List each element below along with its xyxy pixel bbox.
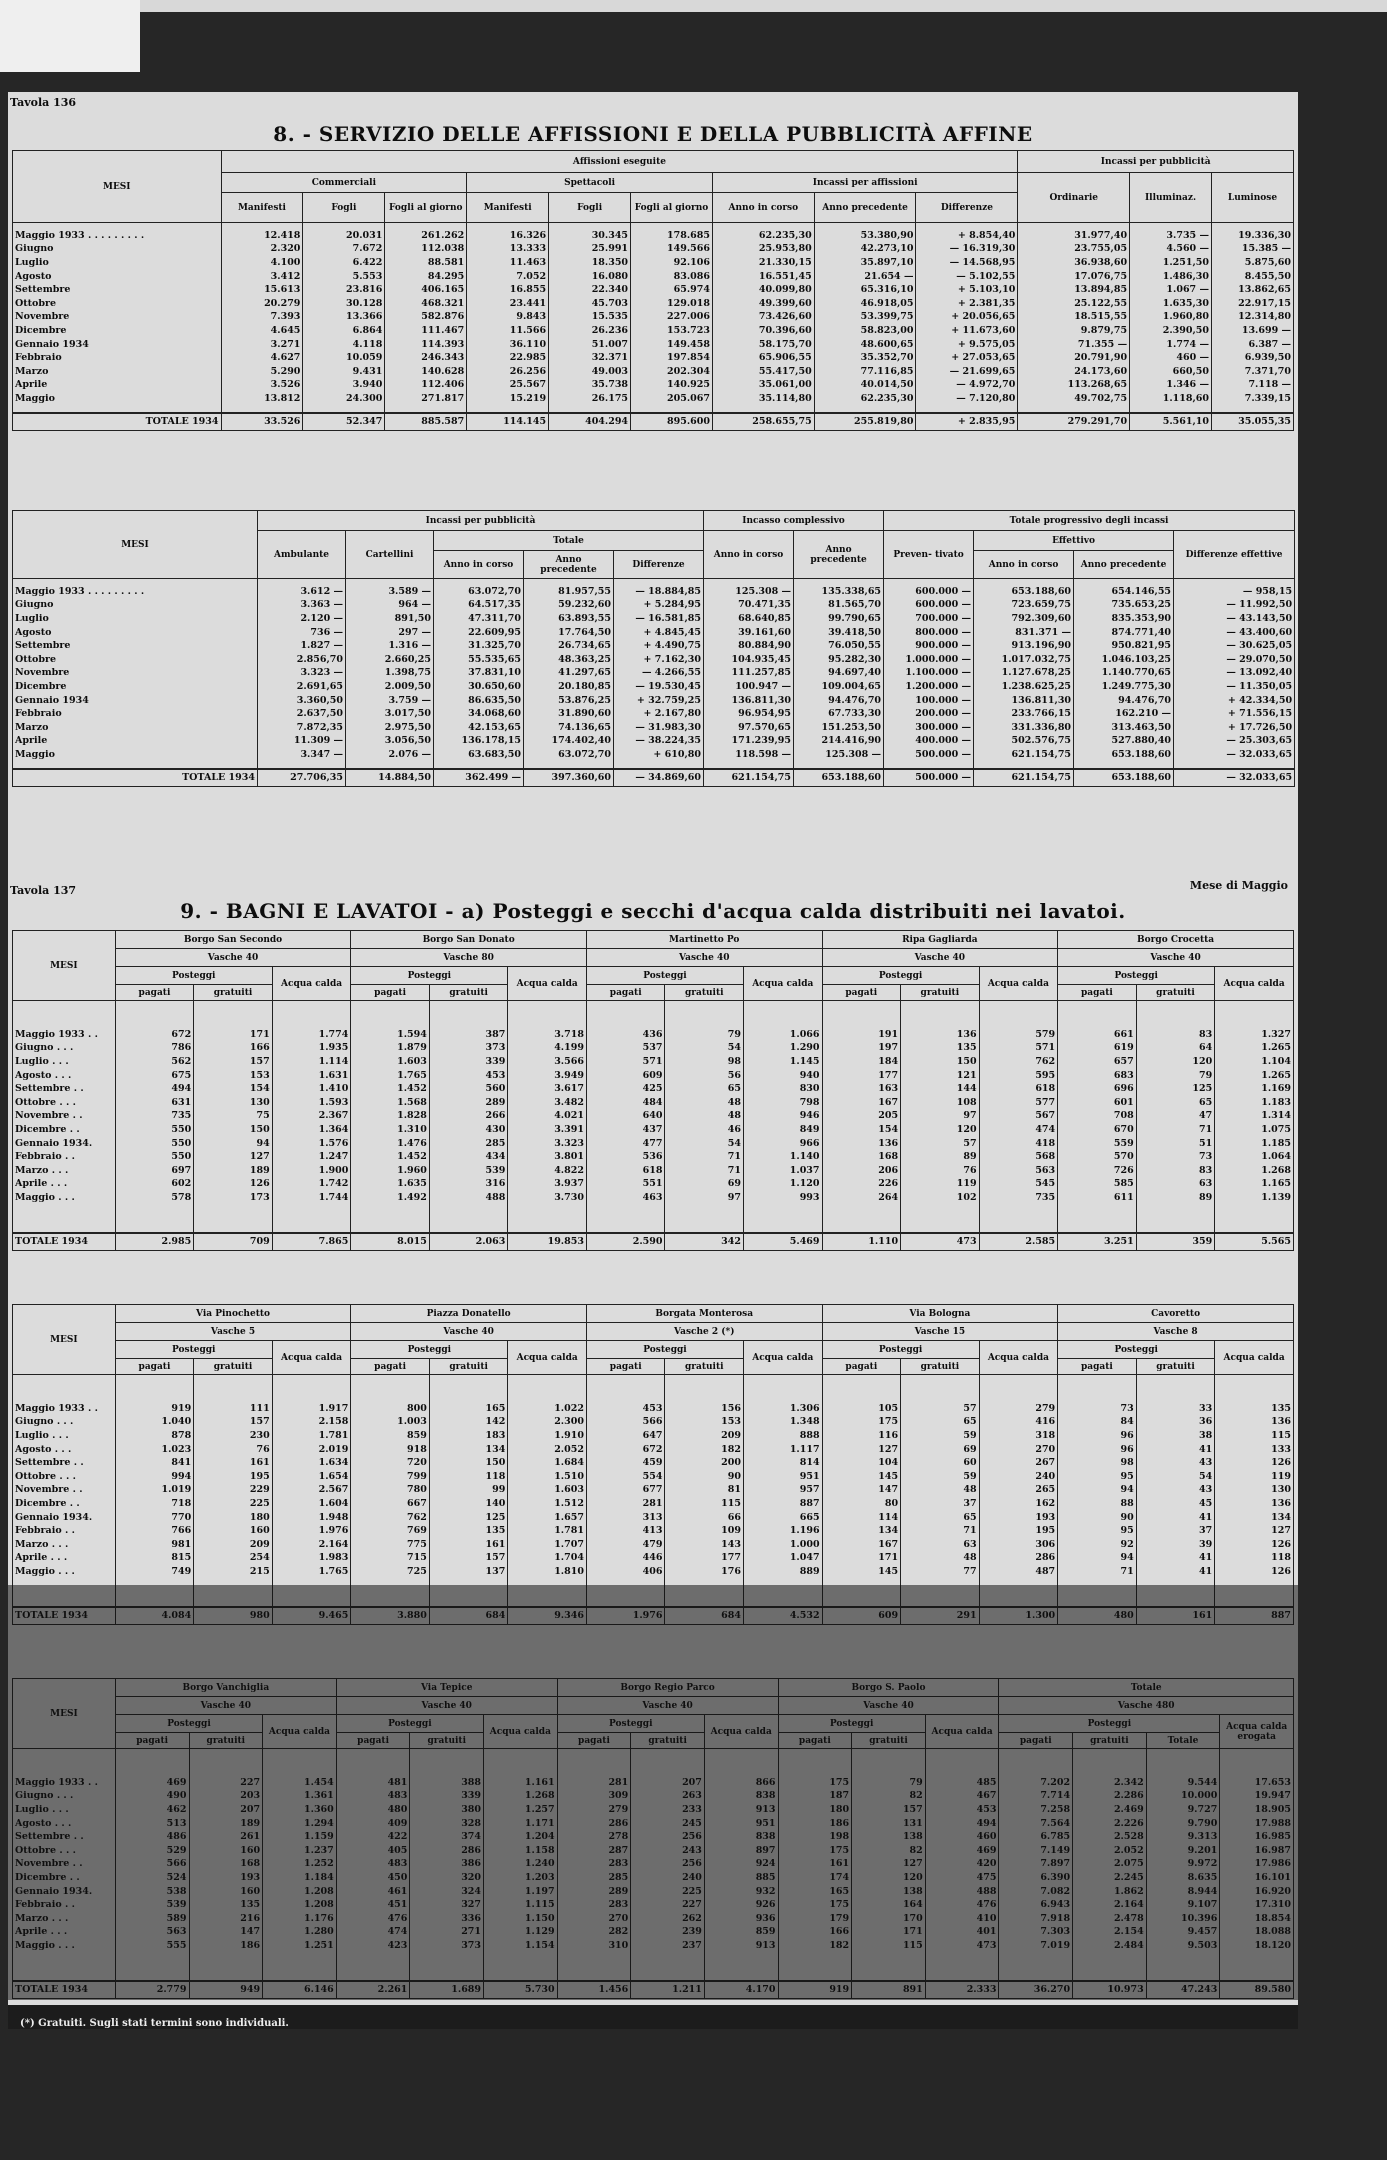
incassi-affissioni-header: Incassi per affissioni — [712, 173, 1017, 193]
vasche-header: Vasche 40 — [586, 949, 822, 967]
posteggi-header: Posteggi — [351, 1341, 508, 1359]
pagati-header: pagati — [586, 1359, 665, 1375]
preventivato-header: Preven- tivato — [884, 531, 974, 579]
total-cell: + 2.835,95 — [916, 413, 1018, 431]
pagati-header: pagati — [351, 1359, 430, 1375]
gratuiti-header: gratuiti — [194, 985, 273, 1001]
column-header: Fogli — [549, 193, 631, 223]
pagati-header: pagati — [586, 985, 665, 1001]
gratuiti-header: gratuiti — [665, 1359, 744, 1375]
total-cell: 885.587 — [385, 413, 467, 431]
gratuiti-header: gratuiti — [901, 985, 980, 1001]
data-column: 81.957,55 59.232,60 63.893,55 17.764,50 26.734,65 48.363,25 41.297,65 20.180,85 53.876,25 31.890,60 74.136,65 174.402,40 63.072,70 — [524, 579, 614, 769]
month-labels: Maggio 1933 . . Giugno . . . Luglio . . . Agosto . . . Settembre . . Ottobre . . . Novembre . . Dicembre . . Gennaio 1934. Febbraio . . Marzo . . . Aprile . . . Maggio . . . — [13, 1375, 116, 1607]
vasche-header: Vasche 40 — [1058, 949, 1294, 967]
location-header: Borgo San Secondo — [115, 931, 351, 949]
posteggi-header: Posteggi — [586, 1341, 743, 1359]
gratuiti-header: gratuiti — [901, 1359, 980, 1375]
posteggi-header: Posteggi — [115, 1341, 272, 1359]
location-header: Borgata Monterosa — [586, 1305, 822, 1323]
section-8-title: 8. - SERVIZIO DELLE AFFISSIONI E DELLA PUBBLICITÀ AFFINE — [273, 122, 1033, 146]
gratuiti-column: 156 153 209 182 200 90 81 115 66 109 143 177 176 — [665, 1375, 744, 1607]
incassi-pubblicita-header: Incassi per pubblicità — [1018, 151, 1294, 173]
vasche-header: Vasche 8 — [1058, 1323, 1294, 1341]
scan-edge — [0, 0, 1387, 12]
total-cell: 473 — [901, 1233, 980, 1251]
luminose-header: Luminose — [1211, 173, 1293, 223]
total-cell: 14.884,50 — [346, 769, 434, 787]
data-column: 3.612 — 3.363 — 2.120 — 736 — 1.827 — 2.856,70 3.323 — 2.691,65 3.360,50 2.637,50 7.872,35 11.309 — 3.347 — — [258, 579, 346, 769]
location-header: Martinetto Po — [586, 931, 822, 949]
total-cell: 27.706,35 — [258, 769, 346, 787]
anno-corso-header: Anno in corso — [704, 531, 794, 579]
vasche-header: Vasche 40 — [115, 949, 351, 967]
pagati-column: 105 175 116 127 104 145 147 80 114 134 167 171 145 — [822, 1375, 901, 1607]
spettacoli-header: Spettacoli — [467, 173, 713, 193]
data-column: 135.338,65 81.565,70 99.790,65 39.418,50 76.050,55 95.282,30 94.697,40 109.004,65 94.476,70 67.733,30 151.253,50 214.416,90 125.308 — — [794, 579, 884, 769]
data-column: 178.685 149.566 92.106 83.086 65.974 129.018 227.006 153.723 149.458 197.854 202.304 140.925 205.067 — [631, 223, 713, 413]
gratuiti-column: 387 373 339 453 560 289 266 430 285 434 539 316 488 — [429, 1001, 508, 1233]
mesi-header: MESI — [13, 1305, 116, 1375]
effettivo-header: Effettivo — [974, 531, 1174, 551]
scan-corner — [0, 0, 140, 72]
total-cell: 3.251 — [1058, 1233, 1137, 1251]
data-column: 30.345 25.991 18.350 16.080 22.340 45.703 15.535 26.236 51.007 32.371 49.003 35.738 26.175 — [549, 223, 631, 413]
total-cell: 2.063 — [429, 1233, 508, 1251]
data-column: 654.146,55 735.653,25 835.353,90 874.771,40 950.821,95 1.046.103,25 1.140.770,65 1.249.775,30 94.476,70 162.210 — 313.463,50 527.880,40 653.188,60 — [1074, 579, 1174, 769]
acqua-calda-column: 1.066 1.290 1.145 940 830 798 946 849 966 1.140 1.037 1.120 993 — [744, 1001, 823, 1233]
data-column: 261.262 112.038 88.581 84.295 406.165 468.321 582.876 111.467 114.393 246.343 140.628 112.406 271.817 — [385, 223, 467, 413]
acqua-calda-column: 279 416 318 270 267 240 265 162 193 195 306 286 487 — [979, 1375, 1058, 1607]
total-cell: 33.526 — [221, 413, 303, 431]
pagati-column: 661 619 657 683 696 601 708 670 559 570 726 585 611 — [1058, 1001, 1137, 1233]
total-cell: 5.469 — [744, 1233, 823, 1251]
data-column: 16.326 13.333 11.463 7.052 16.855 23.441 9.843 11.566 36.110 22.985 26.256 25.567 15.219 — [467, 223, 549, 413]
incasso-complessivo-header: Incasso complessivo — [704, 511, 884, 531]
lavatoi-table-a — [12, 930, 1294, 1251]
gratuiti-column: 136 135 150 121 144 108 97 120 57 89 76 119 102 — [901, 1001, 980, 1233]
column-header: Anno precedente — [814, 193, 916, 223]
mesi-header: MESI — [13, 511, 258, 579]
illuminaz-header: Illuminaz. — [1130, 173, 1212, 223]
column-header: Fogli al giorno — [631, 193, 713, 223]
pagati-column: 436 537 571 609 425 484 640 437 477 536 618 551 463 — [586, 1001, 665, 1233]
total-cell: 2.590 — [586, 1233, 665, 1251]
ordinarie-header: Ordinarie — [1018, 173, 1130, 223]
acqua-calda-column: 1.306 1.348 888 1.117 814 951 957 887 665 1.196 1.000 1.047 889 — [744, 1375, 823, 1607]
vasche-header: Vasche 15 — [822, 1323, 1058, 1341]
total-cell: — 34.869,60 — [614, 769, 704, 787]
column-header: Fogli al giorno — [385, 193, 467, 223]
total-cell: 404.294 — [549, 413, 631, 431]
column-header: Anno precedente — [524, 551, 614, 579]
commerciali-header: Commerciali — [221, 173, 467, 193]
total-cell: 359 — [1136, 1233, 1215, 1251]
total-cell: 279.291,70 — [1018, 413, 1130, 431]
column-header: Anno precedente — [1074, 551, 1174, 579]
anno-prec-header: Anno precedente — [794, 531, 884, 579]
month-note: Mese di Maggio — [1189, 879, 1288, 892]
affissioni-table — [12, 150, 1294, 431]
column-header: Fogli — [303, 193, 385, 223]
acqua-calda-header: Acqua calda — [272, 1341, 351, 1375]
total-label: TOTALE 1934 — [13, 413, 222, 431]
data-column: 53.380,90 42.273,10 35.897,10 21.654 — 65.316,10 46.918,05 53.399,75 58.823,00 48.600,65 35.352,70 77.116,85 40.014,50 62.235,30 — [814, 223, 916, 413]
posteggi-header: Posteggi — [822, 967, 979, 985]
total-cell: 895.600 — [631, 413, 713, 431]
pagati-header: pagati — [822, 985, 901, 1001]
total-cell: 397.360,60 — [524, 769, 614, 787]
data-column: 3.589 — 964 — 891,50 297 — 1.316 — 2.660,25 1.398,75 2.009,50 3.759 — 3.017,50 2.975,50 3.056,50 2.076 — — [346, 579, 434, 769]
data-column: 600.000 — 600.000 — 700.000 — 800.000 — 900.000 — 1.000.000 — 1.100.000 — 1.200.000 — 100.000 — 200.000 — 300.000 — 400.000 — 500.000 — — [884, 579, 974, 769]
differenze-effettive-header: Differenze effettive — [1174, 531, 1295, 579]
acqua-calda-header: Acqua calda — [272, 967, 351, 1001]
data-column: 125.308 — 70.471,35 68.640,85 39.161,60 80.884,90 104.935,45 111.257,85 100.947 — 136.811,30 96.954,95 97.570,65 171.239,95 118.598 — — [704, 579, 794, 769]
vasche-header: Vasche 40 — [351, 1323, 587, 1341]
acqua-calda-column: 3.718 4.199 3.566 3.949 3.617 3.482 4.021 3.391 3.323 3.801 4.822 3.937 3.730 — [508, 1001, 587, 1233]
month-labels: Maggio 1933 . . . . . . . . . Giugno Luglio Agosto Settembre Ottobre Novembre Dicembre Gennaio 1934 Febbraio Marzo Aprile Maggio — [13, 223, 222, 413]
acqua-calda-column: 1.022 2.300 1.910 2.052 1.684 1.510 1.603 1.512 1.657 1.781 1.707 1.704 1.810 — [508, 1375, 587, 1607]
posteggi-header: Posteggi — [351, 967, 508, 985]
acqua-calda-header: Acqua calda — [1215, 1341, 1294, 1375]
location-header: Via Pinochetto — [115, 1305, 351, 1323]
gratuiti-column: 165 142 183 134 150 118 99 140 125 135 161 157 137 — [429, 1375, 508, 1607]
total-label: TOTALE 1934 — [13, 1233, 116, 1251]
vasche-header: Vasche 2 (*) — [586, 1323, 822, 1341]
total-cell: 35.055,35 — [1211, 413, 1293, 431]
data-column: + 8.854,40 — 16.319,30 — 14.568,95 — 5.102,55 + 5.103,10 + 2.381,35 + 20.056,65 + 11.673,60 + 9.575,05 + 27.053,65 — 21.699,65 — 4.972,70 — 7.120,80 — [916, 223, 1018, 413]
pagati-column: 672 786 562 675 494 631 735 550 550 550 697 602 578 — [115, 1001, 194, 1233]
month-labels: Maggio 1933 . . . . . . . . . Giugno Luglio Agosto Settembre Ottobre Novembre Dicembre Gennaio 1934 Febbraio Marzo Aprile Maggio — [13, 579, 258, 769]
vasche-header: Vasche 5 — [115, 1323, 351, 1341]
total-cell: 114.145 — [467, 413, 549, 431]
column-header: Manifesti — [221, 193, 303, 223]
total-cell: 5.565 — [1215, 1233, 1294, 1251]
column-header: Anno in corso — [712, 193, 814, 223]
data-column: 3.735 — 4.560 — 1.251,50 1.486,30 1.067 — 1.635,30 1.960,80 2.390,50 1.774 — 460 — 660,50 1.346 — 1.118,60 — [1130, 223, 1212, 413]
pagati-column: 919 1.040 878 1.023 841 994 1.019 718 770 766 981 815 749 — [115, 1375, 194, 1607]
posteggi-header: Posteggi — [1058, 1341, 1215, 1359]
gratuiti-header: gratuiti — [194, 1359, 273, 1375]
acqua-calda-header: Acqua calda — [979, 1341, 1058, 1375]
column-header: Anno in corso — [434, 551, 524, 579]
pagati-column: 1.594 1.879 1.603 1.765 1.452 1.568 1.828 1.310 1.476 1.452 1.960 1.635 1.492 — [351, 1001, 430, 1233]
posteggi-header: Posteggi — [822, 1341, 979, 1359]
column-header: Differenze — [614, 551, 704, 579]
gratuiti-column: 171 166 157 153 154 130 75 150 94 127 189 126 173 — [194, 1001, 273, 1233]
table-number-137: Tavola 137 — [10, 884, 77, 897]
data-column: 19.336,30 15.385 — 5.875,60 8.455,50 13.862,65 22.917,15 12.314,80 13.699 — 6.387 — 6.939,50 7.371,70 7.118 — 7.339,15 — [1211, 223, 1293, 413]
incassi-pubblicita-header: Incassi per pubblicità — [258, 511, 704, 531]
mesi-header: MESI — [13, 151, 222, 223]
column-header: Manifesti — [467, 193, 549, 223]
gratuiti-column: 33 36 38 41 43 54 43 45 41 37 39 41 41 — [1136, 1375, 1215, 1607]
cartellini-header: Cartellini — [346, 531, 434, 579]
data-column: 653.188,60 723.659,75 792.309,60 831.371 — 913.196,90 1.017.032,75 1.127.678,25 1.238.625,25 136.811,30 233.766,15 331.336,80 502.576,75 621.154,75 — [974, 579, 1074, 769]
column-header: Anno in corso — [974, 551, 1074, 579]
total-cell: 2.985 — [115, 1233, 194, 1251]
acqua-calda-column: 135 136 115 133 126 119 130 136 134 127 126 118 126 — [1215, 1375, 1294, 1607]
data-column: 63.072,70 64.517,35 47.311,70 22.609,95 31.325,70 55.535,65 37.831,10 30.650,60 86.635,50 34.068,60 42.153,65 136.178,15 63.683,50 — [434, 579, 524, 769]
total-cell: 1.110 — [822, 1233, 901, 1251]
pagati-column: 800 1.003 859 918 720 799 780 667 762 769 775 715 725 — [351, 1375, 430, 1607]
vasche-header: Vasche 80 — [351, 949, 587, 967]
total-cell: 500.000 — — [884, 769, 974, 787]
acqua-calda-column: 1.327 1.265 1.104 1.265 1.169 1.183 1.314 1.075 1.185 1.064 1.268 1.165 1.139 — [1215, 1001, 1294, 1233]
data-column: 31.977,40 23.755,05 36.938,60 17.076,75 13.894,85 25.122,55 18.515,55 9.879,75 71.355 — 20.791,90 24.173,60 113.268,65 49.702,75 — [1018, 223, 1130, 413]
posteggi-header: Posteggi — [1058, 967, 1215, 985]
location-header: Via Bologna — [822, 1305, 1058, 1323]
total-cell: 255.819,80 — [814, 413, 916, 431]
posteggi-header: Posteggi — [586, 967, 743, 985]
total-cell: 52.347 — [303, 413, 385, 431]
acqua-calda-header: Acqua calda — [1215, 967, 1294, 1001]
location-header: Piazza Donatello — [351, 1305, 587, 1323]
pagati-column: 73 84 96 96 98 95 94 88 90 95 92 94 71 — [1058, 1375, 1137, 1607]
section-9-title: 9. - BAGNI E LAVATOI - a) Posteggi e secchi d'acqua calda distribuiti nei lavatoi. — [180, 899, 1126, 923]
gratuiti-column: 57 65 59 69 60 59 48 37 65 71 63 48 77 — [901, 1375, 980, 1607]
posteggi-header: Posteggi — [115, 967, 272, 985]
acqua-calda-header: Acqua calda — [508, 967, 587, 1001]
data-column: — 958,15 — 11.992,50 — 43.143,50 — 43.400,60 — 30.625,05 — 29.070,50 — 13.092,40 — 11.350,05 + 42.334,50 + 71.556,15 + 17.726,50 — 25.303,65 — 32.033,65 — [1174, 579, 1295, 769]
location-header: Cavoretto — [1058, 1305, 1294, 1323]
totale-progressivo-header: Totale progressivo degli incassi — [884, 511, 1295, 531]
total-cell: 2.585 — [979, 1233, 1058, 1251]
total-cell: 621.154,75 — [704, 769, 794, 787]
location-header: Ripa Gagliarda — [822, 931, 1058, 949]
pagati-header: pagati — [1058, 1359, 1137, 1375]
gratuiti-header: gratuiti — [429, 985, 508, 1001]
total-cell: 342 — [665, 1233, 744, 1251]
column-header: Differenze — [916, 193, 1018, 223]
location-header: Borgo Crocetta — [1058, 931, 1294, 949]
acqua-calda-column: 579 571 762 595 618 577 567 474 418 568 563 545 735 — [979, 1001, 1058, 1233]
total-cell: — 32.033,65 — [1174, 769, 1295, 787]
vasche-header: Vasche 40 — [822, 949, 1058, 967]
totale-header: Totale — [434, 531, 704, 551]
month-labels: Maggio 1933 . . Giugno . . . Luglio . . . Agosto . . . Settembre . . Ottobre . . . Novembre . . Dicembre . . Gennaio 1934. Febbraio . . Marzo . . . Aprile . . . Maggio . . . — [13, 1001, 116, 1233]
pagati-header: pagati — [115, 1359, 194, 1375]
dark-scan-region — [8, 1585, 1298, 2000]
pagati-column: 191 197 184 177 163 167 205 154 136 168 206 226 264 — [822, 1001, 901, 1233]
pubblicita-incassi-table — [12, 510, 1295, 787]
acqua-calda-header: Acqua calda — [508, 1341, 587, 1375]
gratuiti-header: gratuiti — [1136, 1359, 1215, 1375]
acqua-calda-column: 1.917 2.158 1.781 2.019 1.634 1.654 2.567 1.604 1.948 1.976 2.164 1.983 1.765 — [272, 1375, 351, 1607]
data-column: 20.031 7.672 6.422 5.553 23.816 30.128 13.366 6.864 4.118 10.059 9.431 3.940 24.300 — [303, 223, 385, 413]
gratuiti-header: gratuiti — [665, 985, 744, 1001]
total-cell: 8.015 — [351, 1233, 430, 1251]
pagati-header: pagati — [1058, 985, 1137, 1001]
lavatoi-table-b — [12, 1304, 1294, 1625]
pagati-header: pagati — [115, 985, 194, 1001]
pagati-header: pagati — [822, 1359, 901, 1375]
total-cell: 362.499 — — [434, 769, 524, 787]
gratuiti-column: 79 54 98 56 65 48 48 46 54 71 71 69 97 — [665, 1001, 744, 1233]
acqua-calda-header: Acqua calda — [744, 967, 823, 1001]
gratuiti-column: 111 157 230 76 161 195 229 225 180 160 209 254 215 — [194, 1375, 273, 1607]
total-cell: 7.865 — [272, 1233, 351, 1251]
total-cell: 653.188,60 — [1074, 769, 1174, 787]
total-cell: 258.655,75 — [712, 413, 814, 431]
total-cell: 5.561,10 — [1130, 413, 1212, 431]
total-cell: 19.853 — [508, 1233, 587, 1251]
data-column: — 18.884,85 + 5.284,95 — 16.581,85 + 4.845,45 + 4.490,75 + 7.162,30 — 4.266,55 — 19.530,45 + 32.759,25 + 2.167,80 — 31.983,30 — 38.224,35 + 610,80 — [614, 579, 704, 769]
acqua-calda-header: Acqua calda — [744, 1341, 823, 1375]
footnote: (*) Gratuiti. Sugli stati termini sono individuali. — [20, 2018, 289, 2029]
location-header: Borgo San Donato — [351, 931, 587, 949]
table-number-136: Tavola 136 — [10, 96, 77, 109]
mesi-header: MESI — [13, 931, 116, 1001]
total-cell: 621.154,75 — [974, 769, 1074, 787]
total-label: TOTALE 1934 — [13, 769, 258, 787]
gratuiti-column: 83 64 120 79 125 65 47 71 51 73 83 63 89 — [1136, 1001, 1215, 1233]
total-cell: 653.188,60 — [794, 769, 884, 787]
gratuiti-header: gratuiti — [1136, 985, 1215, 1001]
data-column: 62.235,30 25.953,80 21.330,15 16.551,45 40.099,80 49.399,60 73.426,60 70.396,60 58.175,70 65.906,55 55.417,50 35.061,00 35.114,80 — [712, 223, 814, 413]
ambulante-header: Ambulante — [258, 531, 346, 579]
gratuiti-header: gratuiti — [429, 1359, 508, 1375]
total-cell: 709 — [194, 1233, 273, 1251]
data-column: 12.418 2.320 4.100 3.412 15.613 20.279 7.393 4.645 3.271 4.627 5.290 3.526 13.812 — [221, 223, 303, 413]
pagati-column: 453 566 647 672 459 554 677 281 313 413 479 446 406 — [586, 1375, 665, 1607]
affissioni-header: Affissioni eseguite — [221, 151, 1018, 173]
pagati-header: pagati — [351, 985, 430, 1001]
acqua-calda-header: Acqua calda — [979, 967, 1058, 1001]
acqua-calda-column: 1.774 1.935 1.114 1.631 1.410 1.593 2.367 1.364 1.576 1.247 1.900 1.742 1.744 — [272, 1001, 351, 1233]
